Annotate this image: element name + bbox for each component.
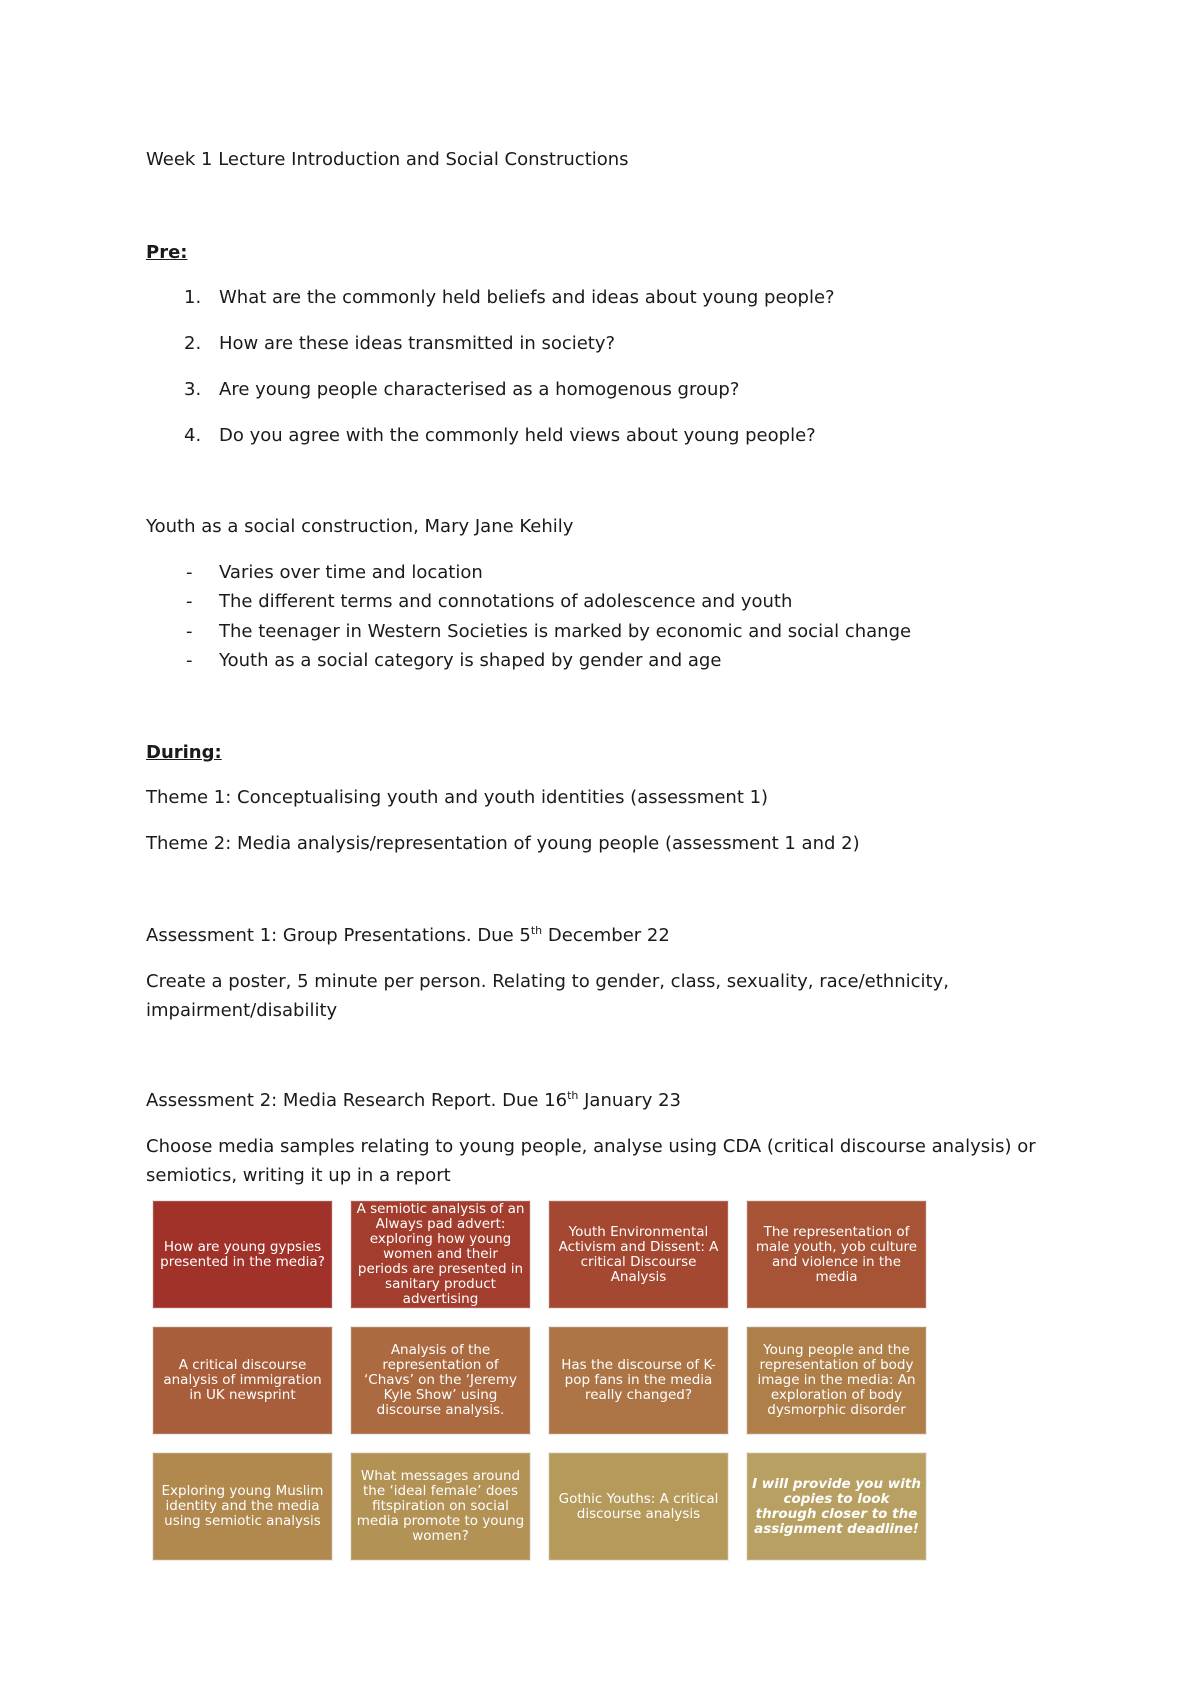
assessment-1-description-line-1: Create a poster, 5 minute per person. Relating to gender, class, sexuality, race/ethnicity,: [146, 971, 949, 992]
topic-tile: Youth Environmental Activism and Dissent: A critical Discourse Analysis: [549, 1201, 728, 1308]
assessment-1-heading: [146, 925, 670, 947]
bullet-text: Youth as a social category is shaped by gender and age: [219, 650, 722, 671]
assessment-1-description-line-2: impairment/disability: [146, 1000, 338, 1021]
assessment-2-suffix: January 23: [578, 1090, 681, 1111]
topic-tile: Gothic Youths: A critical discourse analysis: [549, 1453, 728, 1560]
question-text: How are these ideas transmitted in society?: [219, 333, 616, 354]
bullet-marker: -: [186, 591, 193, 612]
bullet-text: Varies over time and location: [219, 562, 483, 583]
question-number: 3.: [184, 379, 202, 400]
topic-tile: The representation of male youth, yob culture and violence in the media: [747, 1201, 926, 1308]
assessment-2-heading: [146, 1090, 681, 1112]
question-number: 4.: [184, 425, 202, 446]
pre-heading: Pre:: [146, 242, 188, 263]
question-text: What are the commonly held beliefs and ideas about young people?: [219, 287, 835, 308]
topic-tile-grid: [153, 1201, 927, 1563]
bullet-text: The teenager in Western Societies is marked by economic and social change: [219, 621, 912, 642]
during-heading: During:: [146, 742, 222, 763]
page-title: Week 1 Lecture Introduction and Social Constructions: [146, 149, 629, 170]
topic-tile: I will provide you with copies to look through closer to the assignment deadline!: [747, 1453, 926, 1560]
bullet-marker: -: [186, 621, 193, 642]
ordinal-suffix: th: [530, 924, 543, 937]
question-text: Do you agree with the commonly held views about young people?: [219, 425, 816, 446]
question-text: Are young people characterised as a homogenous group?: [219, 379, 740, 400]
assessment-1-suffix: December 22: [542, 925, 670, 946]
assessment-1-prefix: Assessment 1: Group Presentations. Due 5: [146, 925, 531, 946]
ordinal-suffix: th: [567, 1089, 579, 1102]
topic-tile: A semiotic analysis of an Always pad advert: exploring how young women and their periods are presented in sanitary product advertising: [351, 1201, 530, 1308]
topic-tile: Analysis of the representation of ‘Chavs’ on the ‘Jeremy Kyle Show’ using discourse analysis.: [351, 1327, 530, 1434]
question-number: 1.: [184, 287, 202, 308]
assessment-2-description-line-2: semiotics, writing it up in a report: [146, 1165, 451, 1186]
topic-tile: Has the discourse of K-pop fans in the media really changed?: [549, 1327, 728, 1434]
topic-tile: Young people and the representation of body image in the media: An exploration of body dysmorphic disorder: [747, 1327, 926, 1434]
theme-2: Theme 2: Media analysis/representation of young people (assessment 1 and 2): [146, 833, 860, 854]
assessment-2-description-line-1: Choose media samples relating to young people, analyse using CDA (critical discourse analysis) or: [146, 1136, 1036, 1157]
topic-tile: What messages around the ‘ideal female’ does fitspiration on social media promote to young women?: [351, 1453, 530, 1560]
question-number: 2.: [184, 333, 202, 354]
bullet-marker: -: [186, 650, 193, 671]
topic-tile: A critical discourse analysis of immigration in UK newsprint: [153, 1327, 332, 1434]
assessment-2-prefix: Assessment 2: Media Research Report. Due 16: [146, 1090, 568, 1111]
youth-heading: Youth as a social construction, Mary Jane Kehily: [146, 516, 574, 537]
topic-tile: Exploring young Muslim identity and the media using semiotic analysis: [153, 1453, 332, 1560]
theme-1: Theme 1: Conceptualising youth and youth identities (assessment 1): [146, 787, 769, 808]
bullet-text: The different terms and connotations of adolescence and youth: [219, 591, 793, 612]
topic-tile: How are young gypsies presented in the media?: [153, 1201, 332, 1308]
bullet-marker: -: [186, 562, 193, 583]
